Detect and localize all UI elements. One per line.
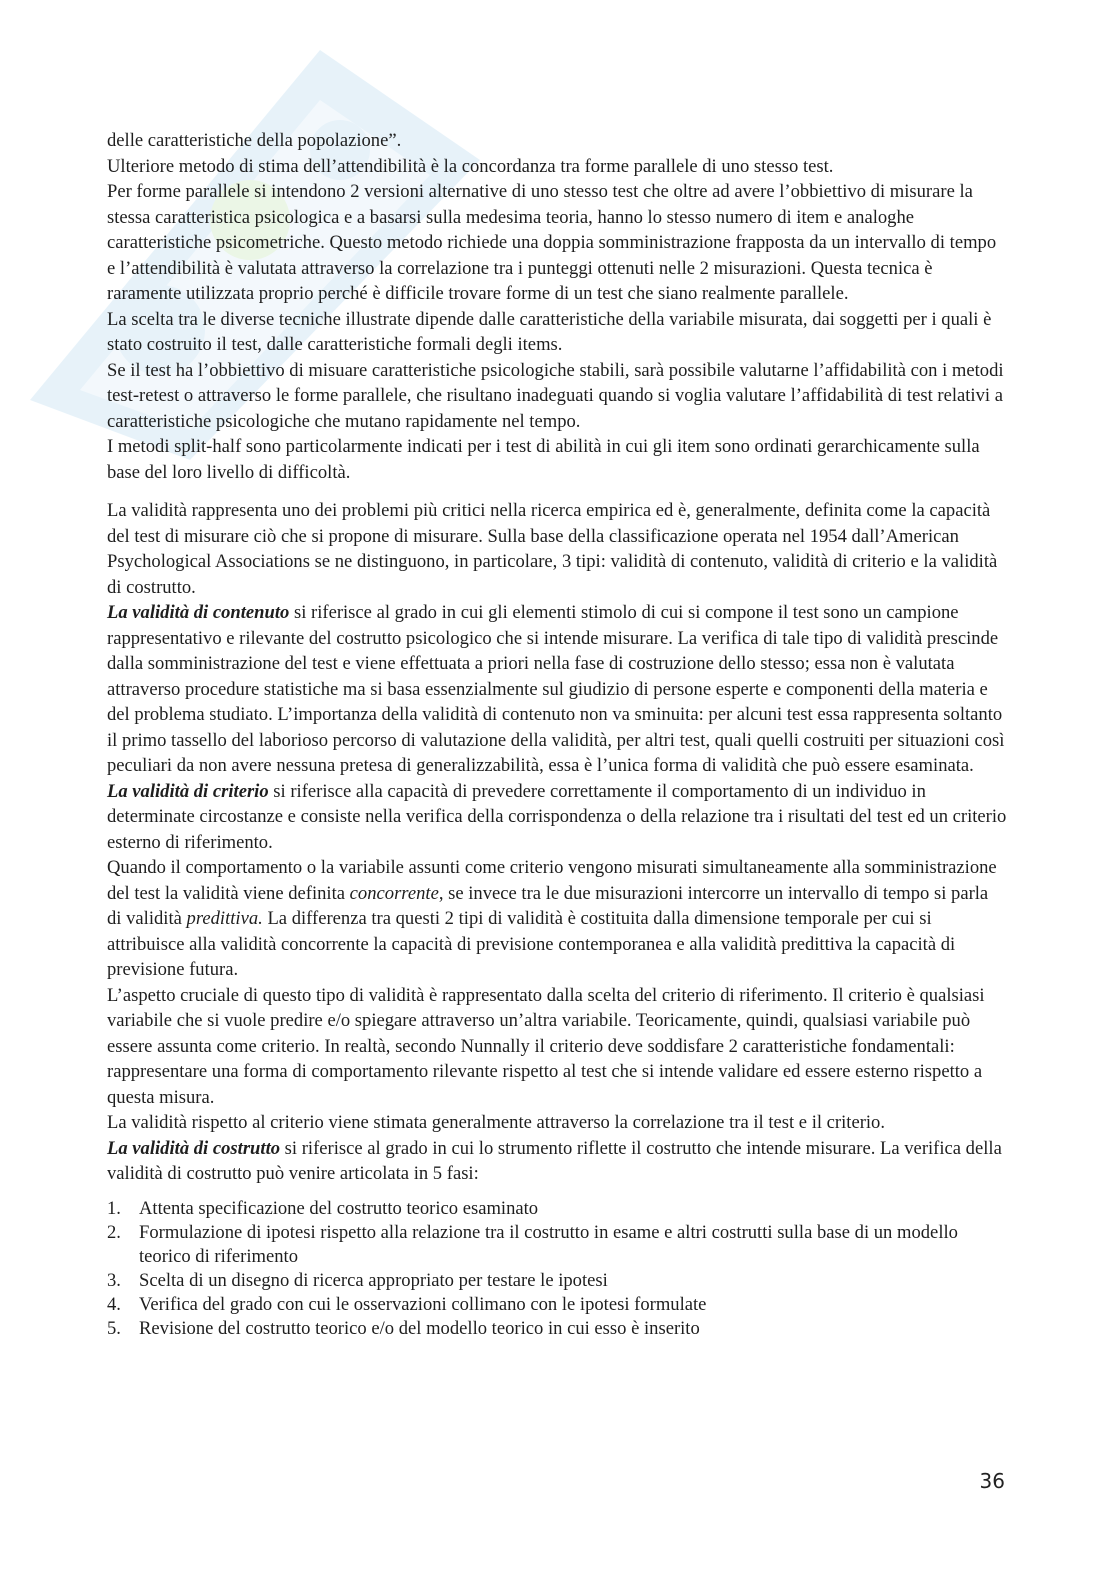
paragraph: L’aspetto cruciale di questo tipo di validità è rappresentato dalla scelta del criterio di riferimento. Il criterio è qualsiasi variabile che si vuole predire e/o spiegare attraverso un’altra variabile. Teoricamente, quindi, qualsiasi variabile può essere assunta come criterio. In realtà, secondo Nunnally il criterio deve soddisfare 2 caratteristiche fondamentali: rappresentare una forma di comportamento rilevante rispetto al test che si intende validare ed essere esterno rispetto a questa misura. (107, 984, 985, 1108)
list-number: 2. (107, 1221, 121, 1243)
paragraph-text: Quando il comportamento o la variabile assunti come criterio vengono misurati simultaneamente alla somministrazione del test la validità viene definita (107, 857, 997, 904)
term-concorrente: concorrente (349, 882, 439, 904)
paragraph: delle caratteristiche della popolazione”. (107, 130, 402, 151)
list-text: Revisione del costrutto teorico e/o del modello teorico in cui esso è inserito (139, 1317, 700, 1339)
term-criterion-validity: La validità di criterio (107, 780, 269, 802)
paragraph: La validità rappresenta uno dei problemi più critici nella ricerca empirica ed è, generalmente, definita come la capacità del test di misurare ciò che si propone di misurare. Sulla base della classificazione operata nel 1954 dall’American Psychological Associations se ne distinguono, in particolare, 3 tipi: validità di contenuto, validità di criterio e la validità di costrutto. (107, 500, 998, 598)
page-body (107, 128, 1007, 1341)
term-content-validity: La validità di contenuto (107, 602, 290, 623)
list-text: Attenta specificazione del costrutto teorico esaminato (139, 1197, 539, 1219)
term-predittiva: predittiva. (186, 908, 263, 929)
list-item (107, 1197, 1007, 1221)
paragraph: La scelta tra le diverse tecniche illustrate dipende dalle caratteristiche della variabile misurata, dai soggetti per i quali è stato costruito il test, dalle caratteristiche formali degli items. (107, 308, 992, 355)
list-item (107, 1269, 1007, 1293)
paragraph: La validità rispetto al criterio viene stimata generalmente attraverso la correlazione tra il test e il criterio. (107, 1112, 886, 1133)
term-construct-validity: La validità di costrutto (107, 1137, 281, 1159)
list-item (107, 1317, 1007, 1341)
list-number: 1. (107, 1197, 121, 1219)
phases-list (107, 1197, 1007, 1341)
paragraph: I metodi split-half sono particolarmente indicati per i test di abilità in cui gli item sono ordinati gerarchicamente sulla base del loro livello di difficoltà. (107, 436, 980, 483)
paragraph-text: si riferisce al grado in cui lo strumento riflette il costrutto che intende misurare. La verifica della validità di costrutto può venire articolata in 5 fasi: (107, 1137, 1002, 1184)
list-number: 3. (107, 1269, 121, 1291)
paragraph-text: , se invece tra le due misurazioni intercorre un intervallo di tempo si parla di validità (107, 882, 989, 929)
paragraph-concurrent-predictive (107, 855, 1007, 983)
paragraph-text: si riferisce alla capacità di prevedere correttamente il comportamento di un individuo in determinate circostanze e consiste nella verifica della corrispondenza o della relazione tra i risultati del test ed un criterio esterno di riferimento. (107, 780, 1007, 853)
list-text: Verifica del grado con cui le osservazioni collimano con le ipotesi formulate (139, 1293, 707, 1315)
list-item (107, 1221, 1007, 1269)
list-number: 5. (107, 1317, 121, 1339)
paragraph-text: La differenza tra questi 2 tipi di validità è costituita dalla dimensione temporale per cui si attribuisce alla validità concorrente la capacità di previsione contemporanea e alla validità predittiva la capacità di previsione futura. (107, 908, 956, 980)
paragraph: Se il test ha l’obbiettivo di misuare caratteristiche psicologiche stabili, sarà possibile valutarne l’affidabilità con i metodi test-retest o attraverso le forme parallele, che risultano inadeguati quando si voglia valutare l’affidabilità di test relativi a caratteristiche psicologiche che mutano rapidamente nel tempo. (107, 359, 1004, 432)
paragraph-text: si riferisce al grado in cui gli elementi stimolo di cui si compone il test sono un campione rappresentativo e rilevante del costrutto psicologico che si intende misurare. La verifica di tale tipo di validità prescinde dalla somministrazione del test e viene effettuata a priori nella fase di costruzione dello stesso; essa non è valutata attraverso procedure statistiche ma si basa essenzialmente sul giudizio di persone esperte e componenti della materia e del problema studiato. L’importanza della validità di contenuto non va sminuita: per alcuni test essa rappresenta soltanto il primo tassello del laborioso percorso di valutazione della validità, per altri test, quali quelli costruiti per situazioni così peculiari da non avere nessuna pretesa di generalizzabilità, essa è l’unica forma di validità che può essere esaminata. (107, 602, 1005, 776)
paragraph: Per forme parallele si intendono 2 versioni alternative di uno stesso test che oltre ad avere l’obbiettivo di misurare la stessa caratteristica psicologica e a basarsi sulla medesima teoria, hanno lo stesso numero di item e analoghe caratteristiche psicometriche. Questo metodo richiede una doppia somministrazione frapposta da un intervallo di tempo e l’attendibilità è valutata attraverso la correlazione tra i punteggi ottenuti nelle 2 misurazioni. Questa tecnica è raramente utilizzata proprio perché è difficile trovare forme di un test che siano realmente parallele. (107, 181, 997, 304)
list-number: 4. (107, 1293, 121, 1315)
list-text: Scelta di un disegno di ricerca appropriato per testare le ipotesi (139, 1269, 608, 1291)
paragraph-gap (107, 485, 1007, 498)
paragraph-criterion-validity (107, 779, 1007, 856)
paragraph-content-validity (107, 600, 1007, 779)
page-number: 36 (979, 1469, 1005, 1493)
paragraph-construct-validity (107, 1136, 1007, 1187)
list-text: Formulazione di ipotesi rispetto alla relazione tra il costrutto in esame e altri costrutti sulla base di un modello teorico di riferimento (139, 1221, 958, 1267)
paragraph: Ulteriore metodo di stima dell’attendibilità è la concordanza tra forme parallele di uno stesso test. (107, 155, 834, 177)
list-item (107, 1293, 1007, 1317)
